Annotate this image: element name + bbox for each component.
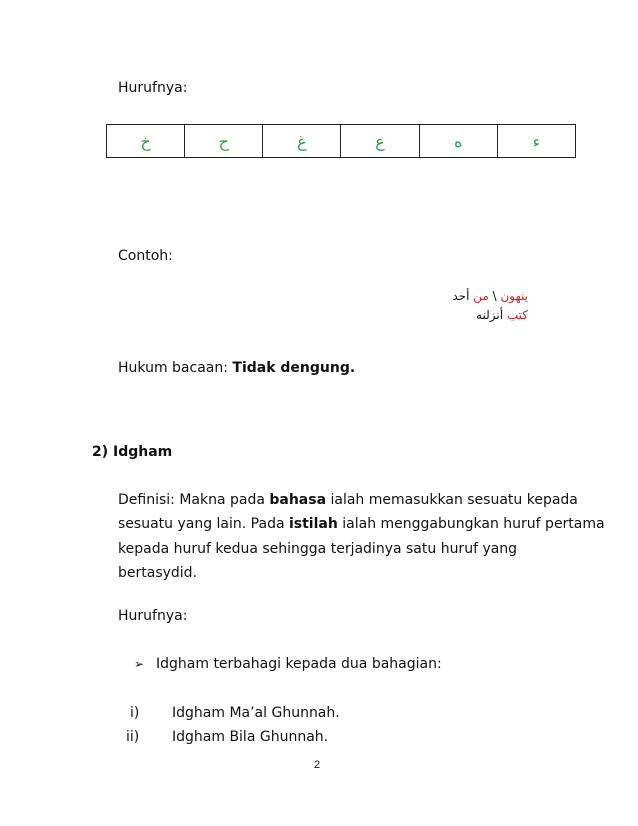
example-separator: \ [488, 289, 501, 303]
letter-cell: خ [107, 125, 185, 158]
definisi-line: Definisi: Makna pada bahasa ialah memasukkan sesuatu kepada [118, 492, 578, 508]
hurufnya-label-2: Hurufnya: [118, 608, 188, 624]
letter-cell: ه [419, 125, 497, 158]
arabic-example-line-2 [476, 308, 528, 322]
list-item-number: i) [130, 705, 140, 721]
definisi-line: bertasydid. [118, 565, 198, 581]
page-number: 2 [314, 759, 321, 771]
letter-cell: ء [497, 125, 575, 158]
hukum-value: Tidak dengung. [232, 360, 356, 376]
example-word-highlight: كتب [506, 308, 528, 322]
list-item-text: Idgham Ma’al Ghunnah. [172, 705, 340, 721]
letter-cell: ح [185, 125, 263, 158]
bullet-text: Idgham terbahagi kepada dua bahagian: [156, 656, 442, 672]
arabic-example-line-1 [452, 289, 528, 303]
contoh-label: Contoh: [118, 248, 173, 264]
hukum-bacaan [118, 358, 355, 378]
section-heading-idgham: 2) Idgham [92, 444, 173, 460]
list-item-text: Idgham Bila Ghunnah. [172, 729, 329, 745]
example-word-highlight: ينهون [500, 289, 528, 303]
example-word-highlight: من [473, 289, 489, 303]
definisi-line: kepada huruf kedua sehingga terjadinya satu huruf yang [118, 541, 518, 557]
example-word: أحد [452, 289, 474, 303]
hijaiyah-letters-table [106, 124, 576, 158]
definisi-line: sesuatu yang lain. Pada istilah ialah menggabungkan huruf pertama [118, 516, 605, 532]
hurufnya-label-1: Hurufnya: [118, 80, 188, 96]
letter-cell: غ [263, 125, 341, 158]
list-item-number: ii) [126, 729, 140, 745]
hukum-prefix: Hukum bacaan: [118, 360, 233, 376]
example-word: أنزلنه [476, 308, 507, 322]
letter-cell: ع [341, 125, 419, 158]
arrow-bullet-icon: ➢ [134, 657, 145, 671]
